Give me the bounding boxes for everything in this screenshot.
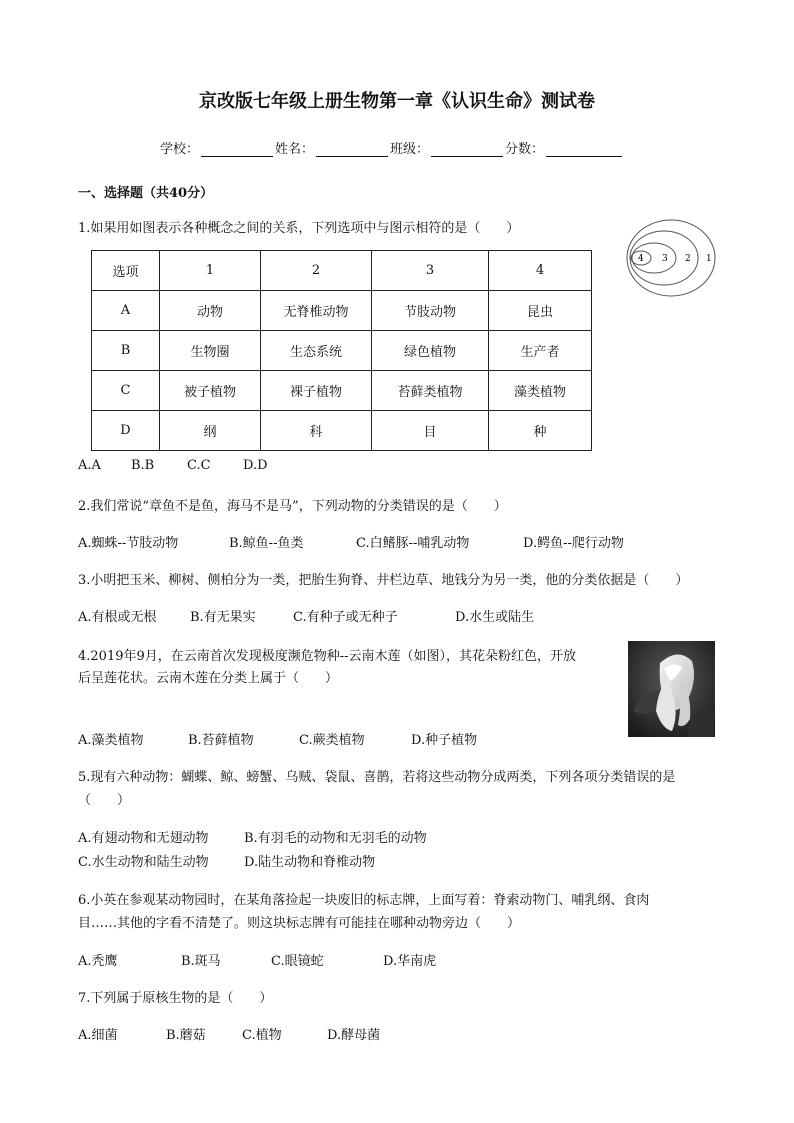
q3-option-b[interactable]: B.有无果实 (190, 610, 256, 625)
table-cell: 动物 (160, 291, 261, 331)
question-6-text-line2: 目……其他的字看不清楚了。则这块标志牌有可能挂在哪种动物旁边（ ） (78, 916, 521, 931)
class-label: 班级： (390, 142, 430, 157)
school-blank[interactable] (201, 143, 273, 157)
question-6-text-line1: 6.小英在参观某动物园时，在某角落捡起一块废旧的标志牌，上面写着：脊索动物门、哺乳纲、食肉 (78, 893, 650, 908)
student-info-line (160, 138, 624, 157)
q3-option-c[interactable]: C.有种子或无种子 (293, 610, 398, 625)
q5-option-c[interactable]: C.水生动物和陆生动物 (78, 855, 209, 870)
table-cell: 裸子植物 (261, 371, 372, 411)
table-row (92, 411, 592, 451)
table-cell: 纲 (160, 411, 261, 451)
q3-option-a[interactable]: A.有根或无根 (78, 610, 157, 625)
table-cell: 藻类植物 (489, 371, 592, 411)
q2-option-c[interactable]: C.白鳍豚--哺乳动物 (356, 536, 470, 551)
table-row (92, 331, 592, 371)
table-header-cell: 1 (160, 251, 261, 291)
classification-table (91, 250, 592, 451)
section-heading: 一、选择题（共40分） (78, 186, 214, 201)
q5-option-d[interactable]: D.陆生动物和脊椎动物 (244, 855, 376, 870)
q7-option-d[interactable]: D.酵母菌 (327, 1028, 381, 1043)
table-cell: 种 (489, 411, 592, 451)
table-cell: A (92, 291, 160, 331)
question-4-text-line1: 4.2019年9月，在云南首次发现极度濒危物种--云南木莲（如图），其花朵粉红色，开放 (78, 649, 577, 664)
q7-option-b[interactable]: B.蘑菇 (166, 1028, 206, 1043)
q5-option-b[interactable]: B.有羽毛的动物和无羽毛的动物 (244, 831, 427, 846)
q3-option-d[interactable]: D.水生或陆生 (455, 610, 535, 625)
q4-option-d[interactable]: D.种子植物 (411, 733, 478, 748)
table-cell: D (92, 411, 160, 451)
table-cell: 生产者 (489, 331, 592, 371)
table-header-cell: 选项 (92, 251, 160, 291)
question-4-text-line2: 后呈莲花状。云南木莲在分类上属于（ ） (78, 671, 339, 686)
circle-label-2: 2 (685, 254, 691, 264)
table-cell: 科 (261, 411, 372, 451)
name-blank[interactable] (316, 143, 388, 157)
question-1-text: 1.如果用如图表示各种概念之间的关系，下列选项中与图示相符的是（ ） (78, 221, 520, 236)
page-title: 京改版七年级上册生物第一章《认识生命》测试卷 (199, 91, 595, 112)
table-cell: 昆虫 (489, 291, 592, 331)
table-header-row (92, 251, 592, 291)
question-7-text: 7.下列属于原核生物的是（ ） (78, 991, 273, 1006)
table-cell: 生态系统 (261, 331, 372, 371)
q2-option-a[interactable]: A.蜘蛛--节肢动物 (78, 536, 179, 551)
q7-option-c[interactable]: C.植物 (242, 1028, 282, 1043)
magnolia-flower-image (628, 641, 715, 737)
table-cell: B (92, 331, 160, 371)
q1-option-d[interactable]: D.D (243, 458, 268, 473)
q6-option-d[interactable]: D.华南虎 (383, 954, 437, 969)
q1-option-c[interactable]: C.C (187, 458, 211, 473)
circle-label-4: 4 (638, 254, 644, 264)
table-header-cell: 3 (372, 251, 489, 291)
table-cell: 被子植物 (160, 371, 261, 411)
question-5-text-line2: （ ） (78, 793, 131, 808)
score-blank[interactable] (546, 143, 622, 157)
q4-option-a[interactable]: A.藻类植物 (78, 733, 144, 748)
school-label: 学校： (160, 142, 200, 157)
q4-option-c[interactable]: C.蕨类植物 (299, 733, 365, 748)
table-cell: 生物圈 (160, 331, 261, 371)
q6-option-a[interactable]: A.秃鹰 (78, 954, 118, 969)
q1-option-b[interactable]: B.B (131, 458, 155, 473)
table-cell: 节肢动物 (372, 291, 489, 331)
circle-label-3: 3 (662, 254, 668, 264)
nested-circles-diagram (624, 217, 722, 299)
name-label: 姓名： (275, 142, 315, 157)
q6-option-c[interactable]: C.眼镜蛇 (271, 954, 324, 969)
q1-option-a[interactable]: A.A (78, 458, 101, 473)
q4-option-b[interactable]: B.苔藓植物 (188, 733, 254, 748)
question-2-text: 2.我们常说“章鱼不是鱼，海马不是马”，下列动物的分类错误的是（ ） (78, 499, 507, 514)
table-cell: 苔藓类植物 (372, 371, 489, 411)
q7-option-a[interactable]: A.细菌 (78, 1028, 118, 1043)
table-cell: C (92, 371, 160, 411)
table-row (92, 371, 592, 411)
table-cell: 绿色植物 (372, 331, 489, 371)
class-blank[interactable] (431, 143, 503, 157)
table-header-cell: 2 (261, 251, 372, 291)
table-row (92, 291, 592, 331)
q6-option-b[interactable]: B.斑马 (181, 954, 221, 969)
table-cell: 无脊椎动物 (261, 291, 372, 331)
q2-option-d[interactable]: D.鳄鱼--爬行动物 (523, 536, 624, 551)
table-cell: 目 (372, 411, 489, 451)
score-label: 分数： (505, 142, 545, 157)
question-3-text: 3.小明把玉米、柳树、侧柏分为一类，把胎生狗脊、井栏边草、地钱分为另一类，他的分类依据是（ ） (78, 573, 689, 588)
circle-label-1: 1 (706, 254, 712, 264)
question-5-text-line1: 5.现有六种动物：蝴蝶、鲸、螃蟹、乌贼、袋鼠、喜鹊，若将这些动物分成两类，下列各项分类错误的是 (78, 770, 676, 785)
q5-option-a[interactable]: A.有翅动物和无翅动物 (78, 831, 209, 846)
q2-option-b[interactable]: B.鲸鱼--鱼类 (229, 536, 304, 551)
table-header-cell: 4 (489, 251, 592, 291)
